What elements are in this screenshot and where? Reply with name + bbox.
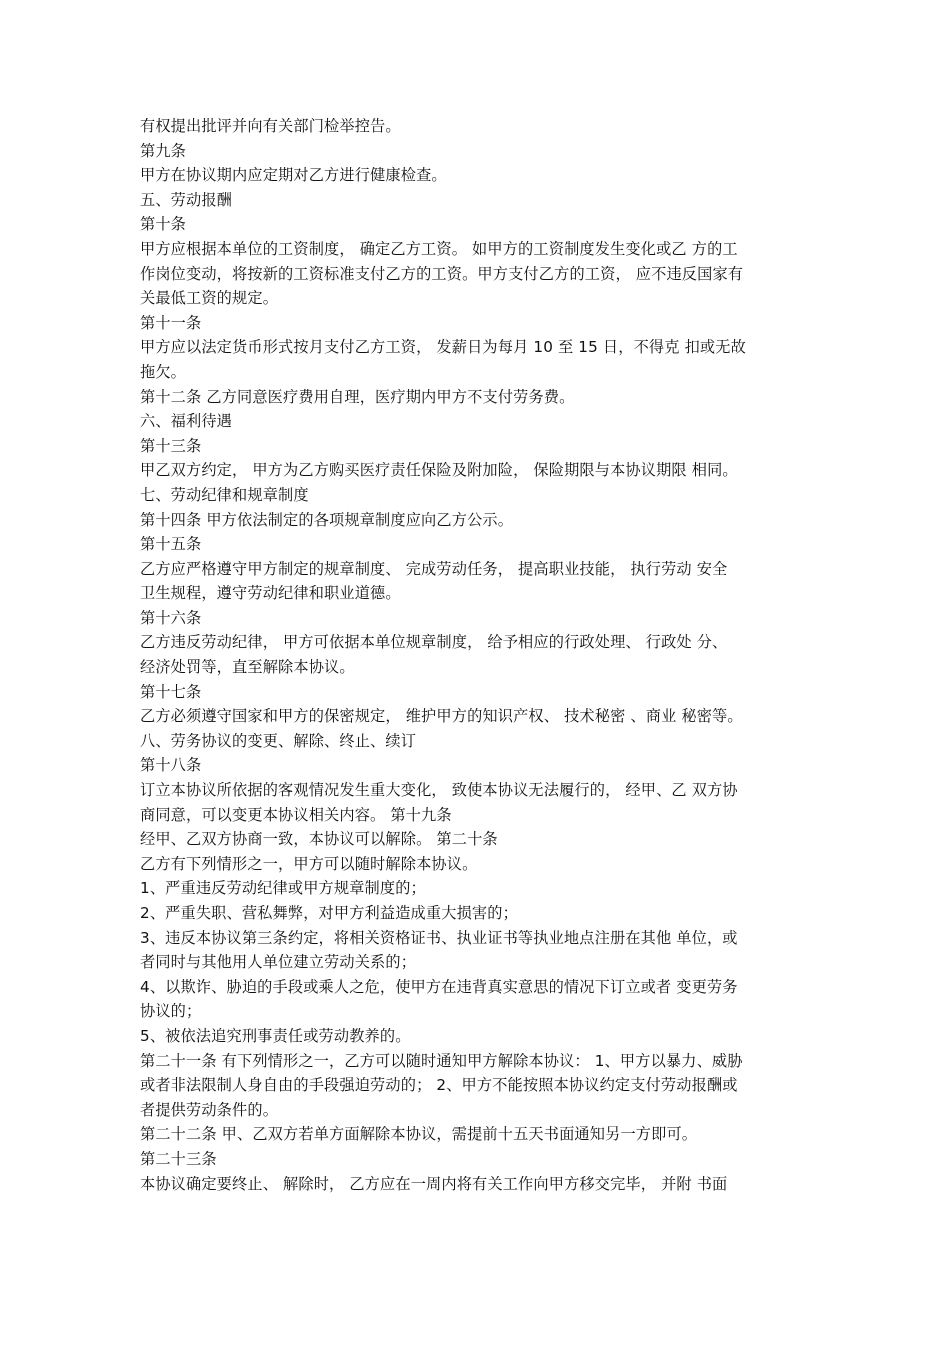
article-heading: 第十五条 <box>140 535 202 554</box>
article-heading: 第十六条 <box>140 608 202 627</box>
text-line: 者同时与其他用人单位建立劳动关系的； <box>140 953 417 972</box>
text-line: 有权提出批评并向有关部门检举控告。 <box>140 117 401 135</box>
text-line: 订立本协议所依据的客观情况发生重大变化， 致使本协议无法履行的， 经甲、乙 双方协 <box>140 781 738 800</box>
text-line: 关最低工资的规定。 <box>140 289 279 308</box>
text-line: 经甲、乙双方协商一致，本协议可以解除。 第二十条 <box>140 830 498 849</box>
list-item: 1、严重违反劳动纪律或甲方规章制度的； <box>140 879 426 898</box>
article-heading: 第十七条 <box>140 682 202 701</box>
text-line: 第二十二条 甲、乙双方若单方面解除本协议，需提前十五天书面通知另一方即可。 <box>140 1125 698 1144</box>
text-line: 甲方应以法定货币形式按月支付乙方工资， 发薪日为每月 10 至 15 日，不得克 扣或无故 <box>140 338 746 357</box>
text-line: 乙方应严格遵守甲方制定的规章制度、 完成劳动任务， 提高职业技能， 执行劳动 安全 <box>140 559 728 578</box>
text-line: 卫生规程，遵守劳动纪律和职业道德。 <box>140 584 401 603</box>
text-line: 第十二条 乙方同意医疗费用自理，医疗期内甲方不支付劳务费。 <box>140 387 575 406</box>
text-line: 乙方有下列情形之一，甲方可以随时解除本协议。 <box>140 854 478 873</box>
article-heading: 第二十三条 <box>140 1149 217 1168</box>
article-heading: 第十三条 <box>140 436 202 455</box>
list-item: 3、违反本协议第三条约定，将相关资格证书、执业证书等执业地点注册在其他 单位，或 <box>140 928 738 947</box>
article-heading: 第十条 <box>140 215 187 234</box>
section-heading: 八、劳务协议的变更、解除、终止、续订 <box>140 731 417 750</box>
text-line: 乙方违反劳动纪律， 甲方可依据本单位规章制度， 给予相应的行政处理、 行政处 分、 <box>140 633 728 652</box>
text-line: 或者非法限制人身自由的手段强迫劳动的； 2、甲方不能按照本协议约定支付劳动报酬或 <box>140 1076 738 1095</box>
text-line: 商同意，可以变更本协议相关内容。 第十九条 <box>140 805 452 824</box>
text-line: 者提供劳动条件的。 <box>140 1100 279 1119</box>
text-line: 甲乙双方约定， 甲方为乙方购买医疗责任保险及附加险， 保险期限与本协议期限 相同。 <box>140 461 738 480</box>
text-line: 甲方在协议期内应定期对乙方进行健康检查。 <box>140 166 447 185</box>
section-heading: 六、福利待遇 <box>140 412 233 431</box>
list-item: 4、以欺诈、胁迫的手段或乘人之危，使甲方在违背真实意思的情况下订立或者 变更劳务 <box>140 977 738 996</box>
list-item: 2、严重失职、营私舞弊，对甲方利益造成重大损害的； <box>140 904 518 922</box>
text-line: 经济处罚等，直至解除本协议。 <box>140 658 355 677</box>
document-body <box>140 114 812 1196</box>
article-heading: 第九条 <box>140 141 187 160</box>
text-line: 协议的； <box>140 1002 202 1021</box>
article-heading: 第十八条 <box>140 756 202 775</box>
list-item: 5、被依法追究刑事责任或劳动教养的。 <box>140 1026 411 1045</box>
text-line: 第二十一条 有下列情形之一，乙方可以随时通知甲方解除本协议： 1、甲方以暴力、威胁 <box>140 1051 743 1070</box>
text-line: 本协议确定要终止、 解除时， 乙方应在一周内将有关工作向甲方移交完毕， 并附 书面 <box>140 1174 728 1193</box>
text-line: 乙方必须遵守国家和甲方的保密规定， 维护甲方的知识产权、 技术秘密 、商业 秘密等。 <box>140 707 743 726</box>
article-heading: 第十一条 <box>140 313 202 332</box>
section-heading: 五、劳动报酬 <box>140 190 233 209</box>
text-line: 甲方应根据本单位的工资制度， 确定乙方工资。 如甲方的工资制度发生变化或乙 方的工 <box>140 239 738 258</box>
text-line: 第十四条 甲方依法制定的各项规章制度应向乙方公示。 <box>140 510 514 529</box>
text-line: 拖欠。 <box>140 362 187 381</box>
text-line: 作岗位变动，将按新的工资标准支付乙方的工资。甲方支付乙方的工资， 应不违反国家有 <box>140 264 744 283</box>
section-heading: 七、劳动纪律和规章制度 <box>140 485 309 504</box>
